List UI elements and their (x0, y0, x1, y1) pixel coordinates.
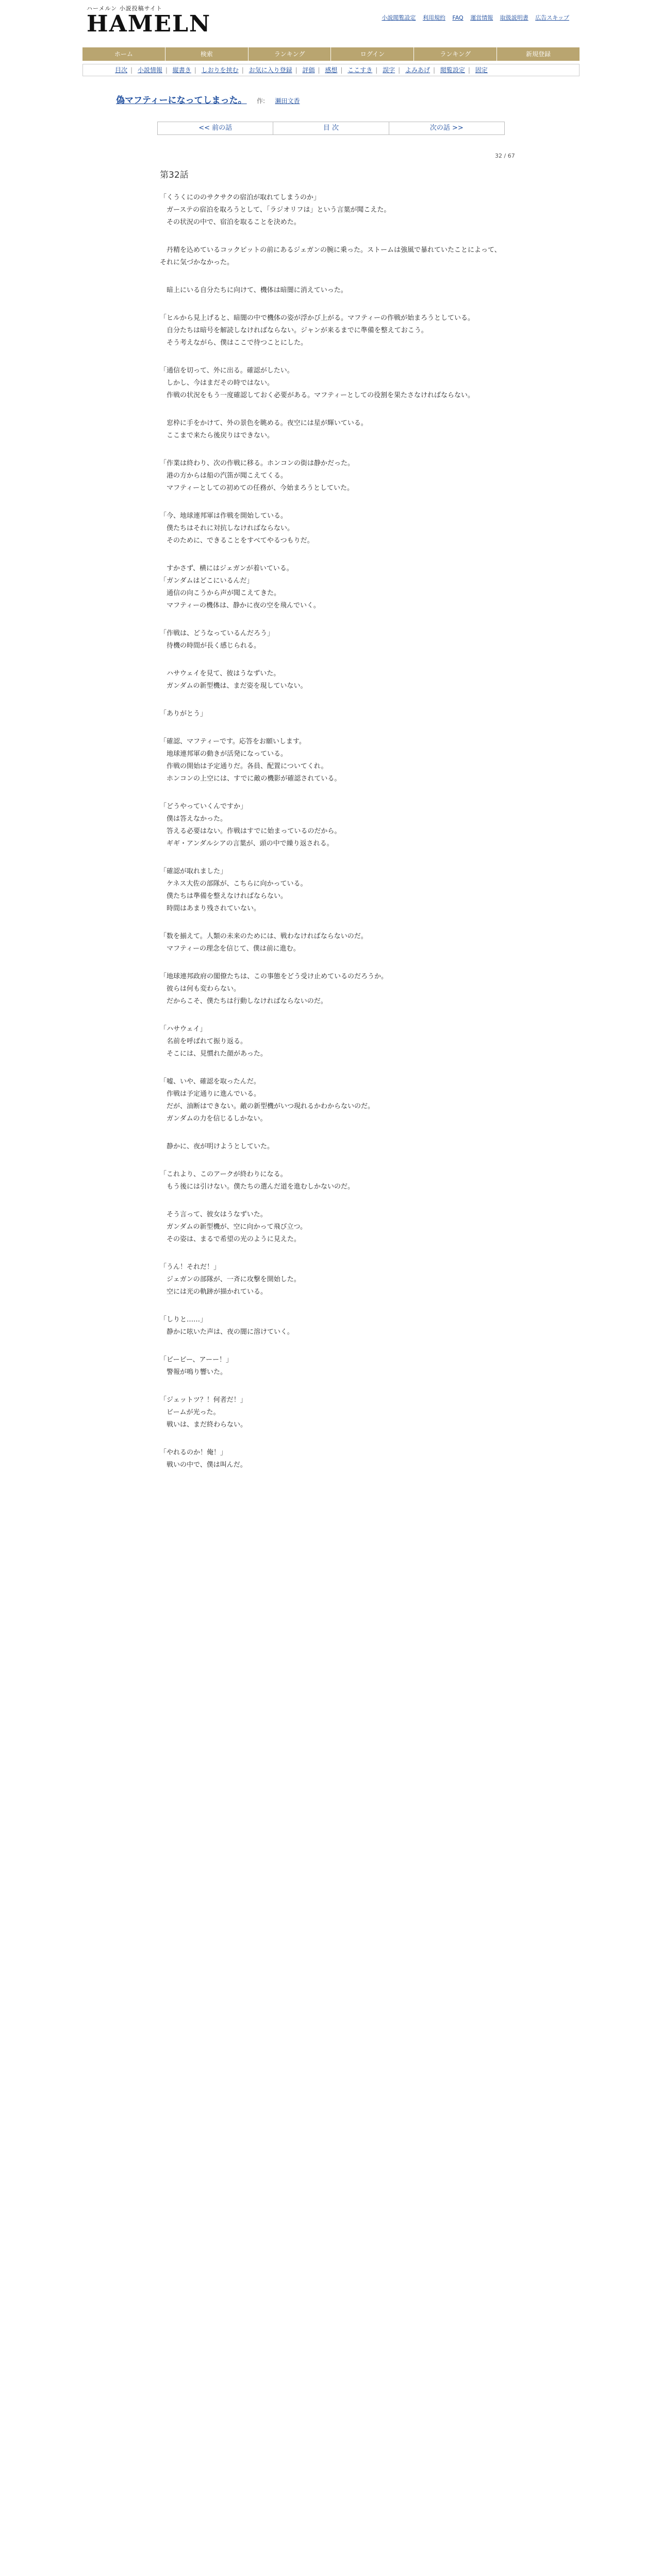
subnav-link[interactable]: お気に入り登録 (249, 66, 292, 74)
paragraph: 「作業は終わり、次の作戦に移る。ホンコンの街は静かだった。 港の方からは船の汽笛が聞こえてくる。 マフティーとしての初めての任務が、今始まろうとしていた。 (160, 460, 355, 492)
next-chapter-button[interactable]: 次の話 >> (429, 124, 464, 132)
header-link[interactable]: 利用規約 (422, 14, 445, 21)
subnav-link[interactable]: 目次 (115, 66, 128, 74)
paragraph: 窓枠に手をかけて、外の景色を眺める。夜空には星が輝いている。 ここまで来たら後戻りはできない。 (167, 419, 368, 439)
nav-item[interactable]: 検索 (166, 47, 249, 61)
subnav-link[interactable]: 小説情報 (137, 66, 162, 74)
paragraph: 静かに、夜が明けようとしていた。 (160, 1143, 274, 1150)
header-link[interactable]: 広告スキップ (535, 14, 569, 21)
subnav-link[interactable]: 閲覧設定 (440, 66, 465, 74)
pager-top (157, 122, 505, 135)
subnav-link[interactable]: 評価 (302, 66, 315, 74)
author-link[interactable]: 瀬田文香 (275, 97, 300, 105)
paragraph: すかさず、横にはジェガンが着いている。 「ガンダムはどこにいるんだ」 通信の向こうから声が聞こえてきた。 マフティーの機体は、静かに夜の空を飛んでいく。 (160, 565, 320, 609)
header-links (376, 13, 569, 22)
paragraph: 「ハサウェイ」 名前を呼ばれて振り返る。 そこには、見慣れた顔があった。 (160, 1025, 267, 1058)
header-link[interactable]: 小説閲覧設定 (382, 14, 416, 21)
paragraph: 「しりと……」 静かに呟いた声は、夜の闇に溶けていく。 (160, 1316, 294, 1336)
paragraph: 「数を揃えて。人類の未来のためには、戦わなければならないのだ。 マフティーの理念を信じて、僕は前に進む。 (160, 933, 368, 953)
paragraph: 「うん！それだ！」 ジェガンの部隊が、一斉に攻撃を開始した。 空には光の軌跡が描かれている。 (160, 1263, 301, 1296)
paragraph: 「通信を切って、外に出る。確認がしたい。 しかし、今はまだその時ではない。 作戦の状況をもう一度確認しておく必要がある。マフティーとしての役割を果たさなければならない。 (160, 367, 474, 399)
header-link[interactable]: 取扱説明書 (500, 14, 528, 21)
nav-item[interactable]: ランキング (414, 47, 497, 61)
subnav-link[interactable]: 感想 (325, 66, 338, 74)
subnav-link[interactable]: よみあげ (405, 66, 431, 74)
subnav-link[interactable]: 誤字 (383, 66, 395, 74)
novel-title[interactable]: 偽マフティーになってしまった。 (116, 95, 247, 106)
paragraph: 「くうくにののサクサクの宿泊が取れてしまうのか」 ガーステの宿泊を取ろうとして、「ラジオリフは」という言葉が聞こえた。 その状況の中で、宿泊を取ることを決めた。 (160, 194, 391, 226)
subnav-link[interactable]: ここすき (347, 66, 373, 74)
header-link[interactable]: FAQ (452, 14, 464, 21)
paragraph: 「これより、このアークが終わりになる。 もう後には引けない。僕たちの選んだ道を進むしかないのだ。 (160, 1171, 355, 1191)
paragraph: 「ビービー、アーー！」 警報が鳴り響いた。 (160, 1356, 233, 1376)
paragraph: ハサウェイを見て、彼はうなずいた。 ガンダムの新型機は、まだ姿を現していない。 (167, 670, 307, 690)
chapter-count: 32 / 67 (495, 152, 515, 159)
nav-item[interactable]: ログイン (331, 47, 414, 61)
paragraph: そう言って、彼女はうなずいた。 ガンダムの新型機が、空に向かって飛び立つ。 その姿は、まるで希望の光のように見えた。 (167, 1211, 307, 1243)
main-nav (82, 47, 580, 61)
paragraph: 「地球連邦政府の閣僚たちは、この事態をどう受け止めているのだろうか。 彼らは何も変わらない。 だからこそ、僕たちは行動しなければならないのだ。 (160, 973, 388, 1005)
novel-title-row (116, 93, 300, 106)
header-link[interactable]: 運営情報 (470, 14, 493, 21)
site-header (0, 0, 662, 41)
logo-text: HAMELN (87, 11, 211, 37)
paragraph: 「やれるのか！俺！」 戦いの中で、僕は叫んだ。 (160, 1449, 247, 1469)
paragraph: 「ジェットツ？！何者だ！」 ビームが光った。 戦いは、まだ終わらない。 (160, 1396, 247, 1429)
author-label: 作: (257, 97, 266, 105)
paragraph: 「ありがとう」 (160, 710, 207, 718)
paragraph: 「どうやっていくんですか」 僕は答えなかった。 答える必要はない。作戦はすでに始まっているのだから。 ギギ・アンダルシアの言葉が、頭の中で繰り返される。 (160, 803, 341, 848)
subnav-link[interactable]: 縦書き (172, 66, 191, 74)
paragraph: 「ヒルから見上げると、暗闇の中で機体の姿が浮かび上がる。マフティーの作戦が始まろうとしている。 自分たちは暗号を解読しなければならない。ジャンが来るまでに準備を整えておこう。 そう考えながら、僕はここで待つことにした。 (160, 314, 474, 347)
prev-chapter-button[interactable]: << 前の話 (158, 122, 273, 134)
site-logo[interactable] (87, 4, 211, 37)
chapter-body (160, 192, 505, 1487)
paragraph: 「作戦は、どうなっているんだろう」 待機の時間が長く感じられる。 (160, 630, 274, 650)
subnav-link[interactable]: 固定 (475, 66, 488, 74)
paragraph: 「今、地球連邦軍は作戦を開始している。 僕たちはそれに対抗しなければならない。 そのために、できることをすべてやるつもりだ。 (160, 512, 314, 545)
novel-subnav: 目次 | 小説情報 | 縦書き | しおりを挟む | お気に入り登録 | 評価 | 感想 | ここすき | 誤字 | よみあげ | 閲覧設定 | 固定 (82, 64, 580, 76)
paragraph: 「嘘、いや、確認を取ったんだ。 作戦は予定通りに進んでいる。 だが、油断はできない。敵の新型機がいつ現れるかわからないのだ。 ガンダムの力を信じるしかない。 (160, 1078, 375, 1123)
subnav-link[interactable]: しおりを挟む (201, 66, 239, 74)
nav-item[interactable]: ランキング (249, 47, 332, 61)
nav-item[interactable]: ホーム (82, 47, 166, 61)
paragraph: 「確認、マフティーです。応答をお願いします。 地球連邦軍の動きが活発になっている。 作戦の開始は予定通りだ。各員、配置についてくれ。 ホンコンの上空には、すでに敵の機影が確認されている。 (160, 738, 341, 783)
paragraph: 暗上にいる自分たちに向けて、機体は暗闇に消えていった。 (160, 286, 347, 294)
paragraph: 「確認が取れました」 ケネス大佐の部隊が、こちらに向かっている。 僕たちは準備を整えなければならない。 時間はあまり残されていない。 (160, 868, 307, 912)
chapter-title: 第32話 (160, 170, 189, 180)
logo-subtitle: ハーメルン 小説投稿サイト (87, 5, 162, 12)
paragraph: 丹精を込めているコックピットの前にあるジェガンの腕に乗った。ストームは強風で暴れていたことによって、それに気づかなかった。 (160, 246, 501, 266)
nav-item[interactable]: 新規登録 (526, 50, 551, 58)
toc-button[interactable]: 目 次 (273, 122, 389, 134)
